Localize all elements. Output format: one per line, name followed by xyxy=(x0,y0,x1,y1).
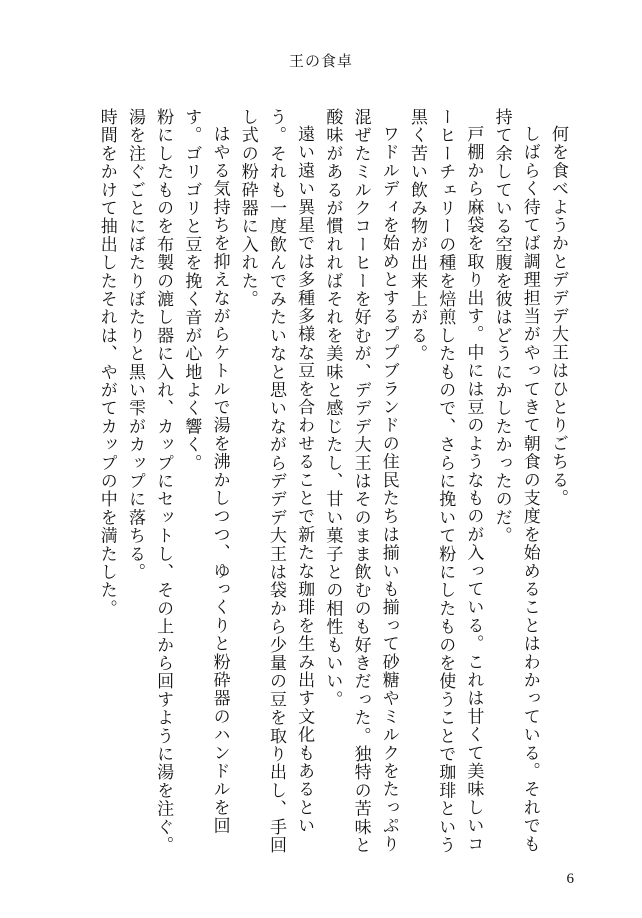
page-title: 王の食卓 xyxy=(288,52,353,70)
body-text xyxy=(93,108,572,868)
paragraph: ワドルディを始めとするププブランドの住民たちは揃いも揃って砂糖やミルクをたっぷり混ぜたミルクコーヒーを好むが、デデデ大王はそのまま飲むのも好きだった。独特の苦味と酸味があるが慣れればそれを美味と感じたし、甘い菓子との相性もいい。 xyxy=(322,108,399,855)
paragraph: 遠い遠い異星では多種多様な豆を合わせることで新たな珈琲を生み出す文化もあるという。それも一度飲んでみたいなと思いながらデデデ大王は袋から少量の豆を取り出し、手回し式の粉砕器に入れた。 xyxy=(237,108,315,855)
paragraph: しばらく待てば調理担当がやってきて朝食の支度を始めることはわかっている。それでも持て余している空腹を彼はどうにかしたかったのだ。 xyxy=(491,108,540,853)
paragraph: 時間をかけて抽出したそれは、やがてカップの中を満たした。 xyxy=(96,108,117,618)
page-number: 6 xyxy=(566,871,574,887)
paragraph: 粉にしたものを布製の漉し器に入れ、カップにセットし、その上から回すように湯を注ぐ。湯を注ぐごとにぼたりぼたりと黒い雫がカップに落ちる。 xyxy=(124,108,174,855)
paragraph: 戸棚から麻袋を取り出す。中には豆のようなものが入っている。これは甘くて美味しいコーヒーチェリーの種を焙煎したもので、さらに挽いて粉にしたものを使うことで珈琲という黒く苦い飲み物が出来上がる。 xyxy=(406,108,484,855)
paragraph: 何を食べようかとデデデ大王はひとりごちる。 xyxy=(548,125,568,508)
paragraph: はやる気持ちを抑えながらケトルで湯を沸かしつつ、ゆっくりと粉砕器のハンドルを回す。ゴリゴリと豆を挽く音が心地よく響く。 xyxy=(181,108,230,835)
